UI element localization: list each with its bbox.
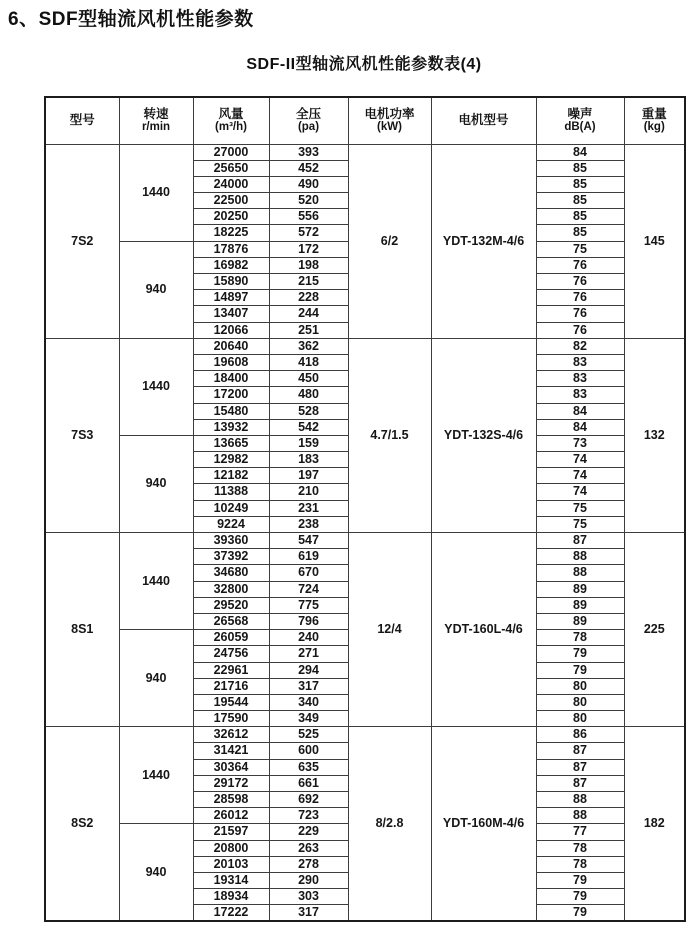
- flow-cell: 29520: [193, 597, 269, 613]
- flow-cell: 14897: [193, 290, 269, 306]
- noise-cell: 84: [536, 403, 624, 419]
- noise-cell: 74: [536, 452, 624, 468]
- flow-cell: 37392: [193, 549, 269, 565]
- pressure-cell: 542: [269, 419, 348, 435]
- power-cell: 12/4: [348, 533, 431, 727]
- pressure-cell: 210: [269, 484, 348, 500]
- flow-cell: 17876: [193, 241, 269, 257]
- header-motor: [431, 97, 536, 144]
- header-flow-label: 风量: [218, 107, 244, 122]
- noise-cell: 74: [536, 468, 624, 484]
- noise-cell: 78: [536, 840, 624, 856]
- header-weight: [624, 97, 685, 144]
- noise-cell: 88: [536, 808, 624, 824]
- pressure-cell: 244: [269, 306, 348, 322]
- header-power-label: 电机功率: [364, 107, 415, 122]
- table-row: [45, 144, 685, 160]
- flow-cell: 13407: [193, 306, 269, 322]
- flow-cell: 16982: [193, 257, 269, 273]
- flow-cell: 18225: [193, 225, 269, 241]
- pressure-cell: 198: [269, 257, 348, 273]
- flow-cell: 12182: [193, 468, 269, 484]
- flow-cell: 19544: [193, 694, 269, 710]
- pressure-cell: 251: [269, 322, 348, 338]
- flow-cell: 18400: [193, 371, 269, 387]
- flow-cell: 17222: [193, 905, 269, 921]
- flow-cell: 20800: [193, 840, 269, 856]
- flow-cell: 31421: [193, 743, 269, 759]
- power-cell: 6/2: [348, 144, 431, 338]
- flow-cell: 15480: [193, 403, 269, 419]
- speed-cell: 940: [119, 630, 193, 727]
- header-weight-sub: (kg): [643, 121, 665, 134]
- model-cell: 8S2: [45, 727, 119, 921]
- header-speed-sub: r/min: [141, 121, 171, 134]
- speed-cell: 940: [119, 824, 193, 921]
- header-flow-sub: (m³/h): [215, 121, 247, 134]
- fan-spec-table: [44, 96, 686, 922]
- pressure-cell: 572: [269, 225, 348, 241]
- flow-cell: 17590: [193, 711, 269, 727]
- noise-cell: 83: [536, 371, 624, 387]
- pressure-cell: 278: [269, 856, 348, 872]
- pressure-cell: 238: [269, 516, 348, 532]
- noise-cell: 76: [536, 306, 624, 322]
- power-cell: 4.7/1.5: [348, 338, 431, 532]
- pressure-cell: 271: [269, 646, 348, 662]
- header-power-sub: (kW): [377, 121, 402, 134]
- pressure-cell: 528: [269, 403, 348, 419]
- flow-cell: 21597: [193, 824, 269, 840]
- pressure-cell: 317: [269, 678, 348, 694]
- pressure-cell: 229: [269, 824, 348, 840]
- noise-cell: 75: [536, 500, 624, 516]
- pressure-cell: 362: [269, 338, 348, 354]
- pressure-cell: 228: [269, 290, 348, 306]
- model-cell: 7S3: [45, 338, 119, 532]
- flow-cell: 26012: [193, 808, 269, 824]
- header-model-label: 型号: [69, 113, 95, 128]
- flow-cell: 29172: [193, 775, 269, 791]
- speed-cell: 1440: [119, 727, 193, 824]
- noise-cell: 73: [536, 435, 624, 451]
- model-cell: 8S1: [45, 533, 119, 727]
- weight-cell: 225: [624, 533, 685, 727]
- flow-cell: 12982: [193, 452, 269, 468]
- noise-cell: 79: [536, 646, 624, 662]
- pressure-cell: 303: [269, 889, 348, 905]
- flow-cell: 12066: [193, 322, 269, 338]
- header-noise-sub: dB(A): [564, 121, 596, 134]
- noise-cell: 76: [536, 322, 624, 338]
- noise-cell: 86: [536, 727, 624, 743]
- noise-cell: 89: [536, 581, 624, 597]
- pressure-cell: 670: [269, 565, 348, 581]
- noise-cell: 74: [536, 484, 624, 500]
- noise-cell: 79: [536, 662, 624, 678]
- pressure-cell: 450: [269, 371, 348, 387]
- noise-cell: 75: [536, 516, 624, 532]
- header-speed-label: 转速: [143, 107, 169, 122]
- pressure-cell: 480: [269, 387, 348, 403]
- flow-cell: 22961: [193, 662, 269, 678]
- flow-cell: 39360: [193, 533, 269, 549]
- noise-cell: 85: [536, 209, 624, 225]
- pressure-cell: 600: [269, 743, 348, 759]
- pressure-cell: 215: [269, 274, 348, 290]
- weight-cell: 145: [624, 144, 685, 338]
- pressure-cell: 635: [269, 759, 348, 775]
- noise-cell: 76: [536, 274, 624, 290]
- noise-cell: 85: [536, 160, 624, 176]
- model-cell: 7S2: [45, 144, 119, 338]
- pressure-cell: 661: [269, 775, 348, 791]
- pressure-cell: 290: [269, 872, 348, 888]
- noise-cell: 79: [536, 905, 624, 921]
- table-row: [45, 727, 685, 743]
- noise-cell: 79: [536, 889, 624, 905]
- motor-cell: YDT-160M-4/6: [431, 727, 536, 921]
- pressure-cell: 183: [269, 452, 348, 468]
- noise-cell: 77: [536, 824, 624, 840]
- motor-cell: YDT-132M-4/6: [431, 144, 536, 338]
- header-noise: [536, 97, 624, 144]
- pressure-cell: 796: [269, 613, 348, 629]
- noise-cell: 76: [536, 290, 624, 306]
- flow-cell: 15890: [193, 274, 269, 290]
- noise-cell: 89: [536, 613, 624, 629]
- noise-cell: 88: [536, 565, 624, 581]
- pressure-cell: 520: [269, 193, 348, 209]
- noise-cell: 78: [536, 630, 624, 646]
- noise-cell: 83: [536, 354, 624, 370]
- noise-cell: 75: [536, 241, 624, 257]
- flow-cell: 20640: [193, 338, 269, 354]
- table-row: [45, 533, 685, 549]
- noise-cell: 84: [536, 144, 624, 160]
- header-flow: [193, 97, 269, 144]
- flow-cell: 32612: [193, 727, 269, 743]
- flow-cell: 19314: [193, 872, 269, 888]
- pressure-cell: 775: [269, 597, 348, 613]
- weight-cell: 182: [624, 727, 685, 921]
- header-pressure-sub: (pa): [297, 121, 320, 134]
- pressure-cell: 159: [269, 435, 348, 451]
- flow-cell: 19608: [193, 354, 269, 370]
- noise-cell: 78: [536, 856, 624, 872]
- flow-cell: 9224: [193, 516, 269, 532]
- pressure-cell: 317: [269, 905, 348, 921]
- noise-cell: 87: [536, 775, 624, 791]
- flow-cell: 26568: [193, 613, 269, 629]
- noise-cell: 85: [536, 193, 624, 209]
- pressure-cell: 231: [269, 500, 348, 516]
- noise-cell: 89: [536, 597, 624, 613]
- flow-cell: 11388: [193, 484, 269, 500]
- table-row: [45, 338, 685, 354]
- flow-cell: 28598: [193, 792, 269, 808]
- noise-cell: 85: [536, 176, 624, 192]
- flow-cell: 24756: [193, 646, 269, 662]
- header-motor-label: 电机型号: [458, 113, 509, 128]
- noise-cell: 84: [536, 419, 624, 435]
- noise-cell: 88: [536, 792, 624, 808]
- pressure-cell: 692: [269, 792, 348, 808]
- noise-cell: 88: [536, 549, 624, 565]
- flow-cell: 30364: [193, 759, 269, 775]
- flow-cell: 32800: [193, 581, 269, 597]
- flow-cell: 24000: [193, 176, 269, 192]
- speed-cell: 1440: [119, 533, 193, 630]
- flow-cell: 22500: [193, 193, 269, 209]
- pressure-cell: 418: [269, 354, 348, 370]
- flow-cell: 13932: [193, 419, 269, 435]
- noise-cell: 80: [536, 694, 624, 710]
- pressure-cell: 723: [269, 808, 348, 824]
- pressure-cell: 556: [269, 209, 348, 225]
- flow-cell: 18934: [193, 889, 269, 905]
- power-cell: 8/2.8: [348, 727, 431, 921]
- flow-cell: 26059: [193, 630, 269, 646]
- pressure-cell: 263: [269, 840, 348, 856]
- header-row: [45, 97, 685, 144]
- flow-cell: 20103: [193, 856, 269, 872]
- flow-cell: 20250: [193, 209, 269, 225]
- pressure-cell: 490: [269, 176, 348, 192]
- noise-cell: 76: [536, 257, 624, 273]
- speed-cell: 940: [119, 241, 193, 338]
- flow-cell: 13665: [193, 435, 269, 451]
- pressure-cell: 172: [269, 241, 348, 257]
- flow-cell: 34680: [193, 565, 269, 581]
- noise-cell: 83: [536, 387, 624, 403]
- pressure-cell: 294: [269, 662, 348, 678]
- speed-cell: 1440: [119, 144, 193, 241]
- pressure-cell: 547: [269, 533, 348, 549]
- pressure-cell: 525: [269, 727, 348, 743]
- pressure-cell: 393: [269, 144, 348, 160]
- pressure-cell: 240: [269, 630, 348, 646]
- speed-cell: 940: [119, 435, 193, 532]
- motor-cell: YDT-160L-4/6: [431, 533, 536, 727]
- table-title: SDF-II型轴流风机性能参数表(4): [246, 56, 482, 73]
- header-power: [348, 97, 431, 144]
- noise-cell: 80: [536, 678, 624, 694]
- pressure-cell: 452: [269, 160, 348, 176]
- header-noise-label: 噪声: [567, 107, 593, 122]
- pressure-cell: 340: [269, 694, 348, 710]
- pressure-cell: 197: [269, 468, 348, 484]
- noise-cell: 87: [536, 533, 624, 549]
- flow-cell: 17200: [193, 387, 269, 403]
- noise-cell: 79: [536, 872, 624, 888]
- header-pressure: [269, 97, 348, 144]
- header-model: [45, 97, 119, 144]
- noise-cell: 87: [536, 743, 624, 759]
- pressure-cell: 619: [269, 549, 348, 565]
- page-title: 6、SDF型轴流风机性能参数: [8, 9, 254, 30]
- pressure-cell: 724: [269, 581, 348, 597]
- noise-cell: 80: [536, 711, 624, 727]
- noise-cell: 82: [536, 338, 624, 354]
- noise-cell: 87: [536, 759, 624, 775]
- flow-cell: 21716: [193, 678, 269, 694]
- flow-cell: 27000: [193, 144, 269, 160]
- speed-cell: 1440: [119, 338, 193, 435]
- pressure-cell: 349: [269, 711, 348, 727]
- flow-cell: 25650: [193, 160, 269, 176]
- flow-cell: 10249: [193, 500, 269, 516]
- noise-cell: 85: [536, 225, 624, 241]
- header-speed: [119, 97, 193, 144]
- header-weight-label: 重量: [641, 107, 667, 122]
- header-pressure-label: 全压: [295, 107, 321, 122]
- weight-cell: 132: [624, 338, 685, 532]
- motor-cell: YDT-132S-4/6: [431, 338, 536, 532]
